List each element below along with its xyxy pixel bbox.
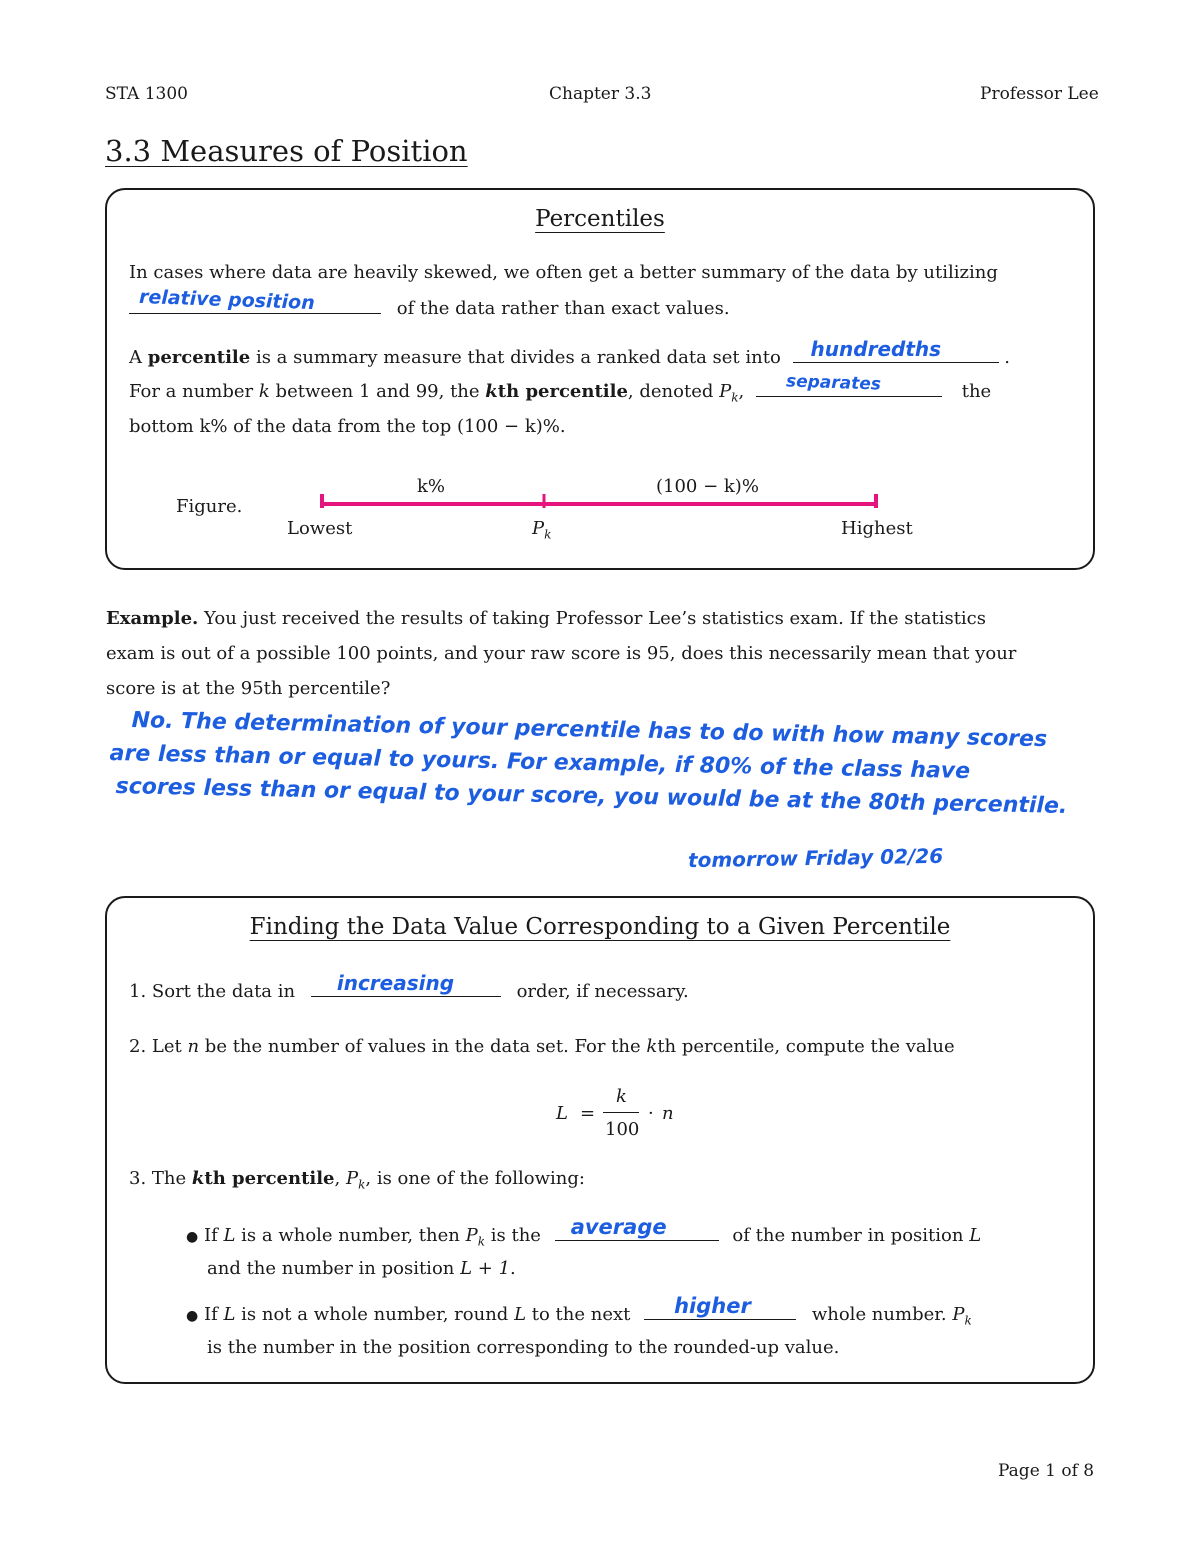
procedure-title bbox=[0, 914, 1200, 940]
step3-pk-sub: k bbox=[358, 1177, 366, 1192]
b2-L2: L bbox=[514, 1304, 527, 1325]
kth-d: , bbox=[738, 381, 745, 402]
figure-right-pct: (100 − k)% bbox=[656, 476, 759, 497]
b2-pk-sub: k bbox=[964, 1313, 972, 1328]
kth-k: k bbox=[258, 381, 270, 402]
fill-separates bbox=[756, 371, 942, 397]
percentiles-title bbox=[0, 206, 1200, 232]
b2-L: L bbox=[223, 1304, 236, 1325]
step2-b: be the number of values in the data set. For the bbox=[204, 1036, 641, 1057]
kth-term-k: k bbox=[485, 381, 498, 402]
example-line1 bbox=[106, 602, 986, 636]
example-label: Example. bbox=[106, 608, 199, 629]
step3-c: , is one of the following: bbox=[365, 1168, 585, 1189]
b1-L: L bbox=[223, 1225, 236, 1246]
b1-pk: P bbox=[465, 1225, 478, 1246]
line2-rest: of the data rather than exact values. bbox=[396, 298, 730, 319]
figure-pk-sub: k bbox=[544, 527, 552, 542]
bullet2-line2: is the number in the position corresponding to the rounded-up value. bbox=[207, 1337, 840, 1358]
figure-lowest: Lowest bbox=[287, 518, 353, 539]
step3-term: th percentile bbox=[204, 1168, 335, 1189]
example-line3: score is at the 95th percentile? bbox=[106, 678, 391, 699]
page-number: Page 1 of 8 bbox=[998, 1461, 1095, 1481]
step1-b: order, if necessary. bbox=[516, 981, 689, 1002]
bullet-dot: ● bbox=[186, 1229, 199, 1245]
procedure-title-text: Finding the Data Value Corresponding to a Given Percentile bbox=[249, 914, 951, 940]
b1-d: of the number in position bbox=[732, 1225, 964, 1246]
b2-d: whole number. bbox=[811, 1304, 947, 1325]
formula-L: L bbox=[556, 1103, 568, 1124]
fill-hundredths bbox=[793, 337, 999, 363]
percentiles-line1: In cases where data are heavily skewed, we often get a better summary of the data by utilizing bbox=[129, 262, 998, 283]
handwritten-note: tomorrow Friday 02/26 bbox=[687, 843, 944, 873]
handwritten-separates: separates bbox=[785, 371, 882, 395]
b2-c: to the next bbox=[531, 1304, 631, 1325]
def-b: is a summary measure that divides a ranked data set into bbox=[255, 347, 781, 368]
step2 bbox=[129, 1030, 955, 1064]
formula-eq: = bbox=[580, 1103, 596, 1124]
handwritten-increasing: increasing bbox=[336, 971, 455, 995]
step3-b: , bbox=[334, 1168, 341, 1189]
handwritten-answer-line2: are less than or equal to yours. For example, if 80% of the class have bbox=[109, 740, 971, 785]
def-c: . bbox=[1004, 347, 1011, 368]
step3-a: 3. The bbox=[129, 1168, 187, 1189]
b1-a: If bbox=[203, 1225, 218, 1246]
instructor-label: Professor Lee bbox=[980, 84, 1099, 104]
bottom-line: bottom k% of the data from the top (100 − k)%. bbox=[129, 416, 566, 437]
formula-fraction-bar bbox=[603, 1112, 639, 1113]
figure-highest: Highest bbox=[841, 518, 913, 539]
formula-den: 100 bbox=[605, 1119, 640, 1140]
kth-a: For a number bbox=[129, 381, 254, 402]
b1-pk-sub: k bbox=[477, 1234, 486, 1249]
step1-a: 1. Sort the data in bbox=[129, 981, 296, 1002]
handwritten-higher: higher bbox=[674, 1294, 751, 1318]
term-percentile: percentile bbox=[147, 347, 251, 368]
b1-L2: L bbox=[969, 1225, 982, 1246]
formula bbox=[556, 1086, 686, 1146]
handwritten-hundredths: hundredths bbox=[810, 337, 942, 361]
formula-num: k bbox=[616, 1086, 627, 1107]
kth-b: between 1 and 99, the bbox=[275, 381, 480, 402]
figure-left-pct: k% bbox=[417, 476, 446, 497]
bullet1-line2 bbox=[207, 1252, 516, 1286]
course-label: STA 1300 bbox=[105, 84, 188, 104]
kth-pk-sub: k bbox=[731, 390, 739, 405]
section-title: 3.3 Measures of Position bbox=[105, 134, 468, 168]
example-text1: You just received the results of taking Professor Lee’s statistics exam. If the statistics bbox=[204, 608, 987, 629]
kth-e: the bbox=[961, 381, 992, 402]
b2-a: If bbox=[203, 1304, 218, 1325]
step3-pk: P bbox=[345, 1168, 359, 1189]
kth-pk: P bbox=[719, 381, 732, 402]
percentile-number-line bbox=[316, 490, 886, 512]
step1 bbox=[129, 971, 689, 1009]
kth-c: , denoted bbox=[627, 381, 714, 402]
step3-k: k bbox=[191, 1168, 205, 1189]
figure-pk-letter: P bbox=[532, 518, 545, 539]
b1-line2: and the number in position bbox=[207, 1258, 455, 1279]
fill-relative-position bbox=[129, 285, 381, 315]
percentiles-title-text: Percentiles bbox=[535, 206, 665, 232]
kth-percentile-line bbox=[129, 371, 992, 415]
step2-c: th percentile, compute the value bbox=[657, 1036, 955, 1057]
def-a: A bbox=[129, 347, 142, 368]
handwritten-relative-position: relative position bbox=[138, 285, 316, 315]
handwritten-answer-line1: No. The determination of your percentile has to do with how many scores bbox=[131, 707, 1048, 753]
figure-pk bbox=[532, 512, 551, 552]
percentiles-line2 bbox=[129, 285, 730, 326]
b1-line2-end: . bbox=[510, 1258, 516, 1279]
b2-pk: P bbox=[952, 1304, 965, 1325]
b2-b: is not a whole number, round bbox=[241, 1304, 509, 1325]
handwritten-answer-line3: scores less than or equal to your score, you would be at the 80th percentile. bbox=[115, 773, 1068, 819]
step2-n: n bbox=[187, 1036, 200, 1057]
fill-average bbox=[555, 1215, 719, 1241]
b1-b: is a whole number, then bbox=[241, 1225, 460, 1246]
step2-a: 2. Let bbox=[129, 1036, 182, 1057]
b1-line2-math: L + 1 bbox=[460, 1258, 511, 1279]
step2-k: k bbox=[646, 1036, 658, 1057]
fill-higher bbox=[644, 1294, 796, 1320]
chapter-label: Chapter 3.3 bbox=[549, 84, 652, 104]
kth-term: th percentile bbox=[497, 381, 628, 402]
handwritten-average: average bbox=[570, 1215, 667, 1239]
fill-increasing bbox=[311, 971, 501, 997]
formula-dot: · bbox=[648, 1103, 654, 1124]
step3 bbox=[129, 1162, 585, 1202]
b1-c: is the bbox=[490, 1225, 541, 1246]
formula-n: n bbox=[662, 1103, 674, 1124]
figure-label: Figure. bbox=[176, 496, 243, 517]
bullet-dot: ● bbox=[186, 1308, 199, 1324]
example-line2: exam is out of a possible 100 points, and your raw score is 95, does this necessarily mean that your bbox=[106, 643, 1017, 664]
